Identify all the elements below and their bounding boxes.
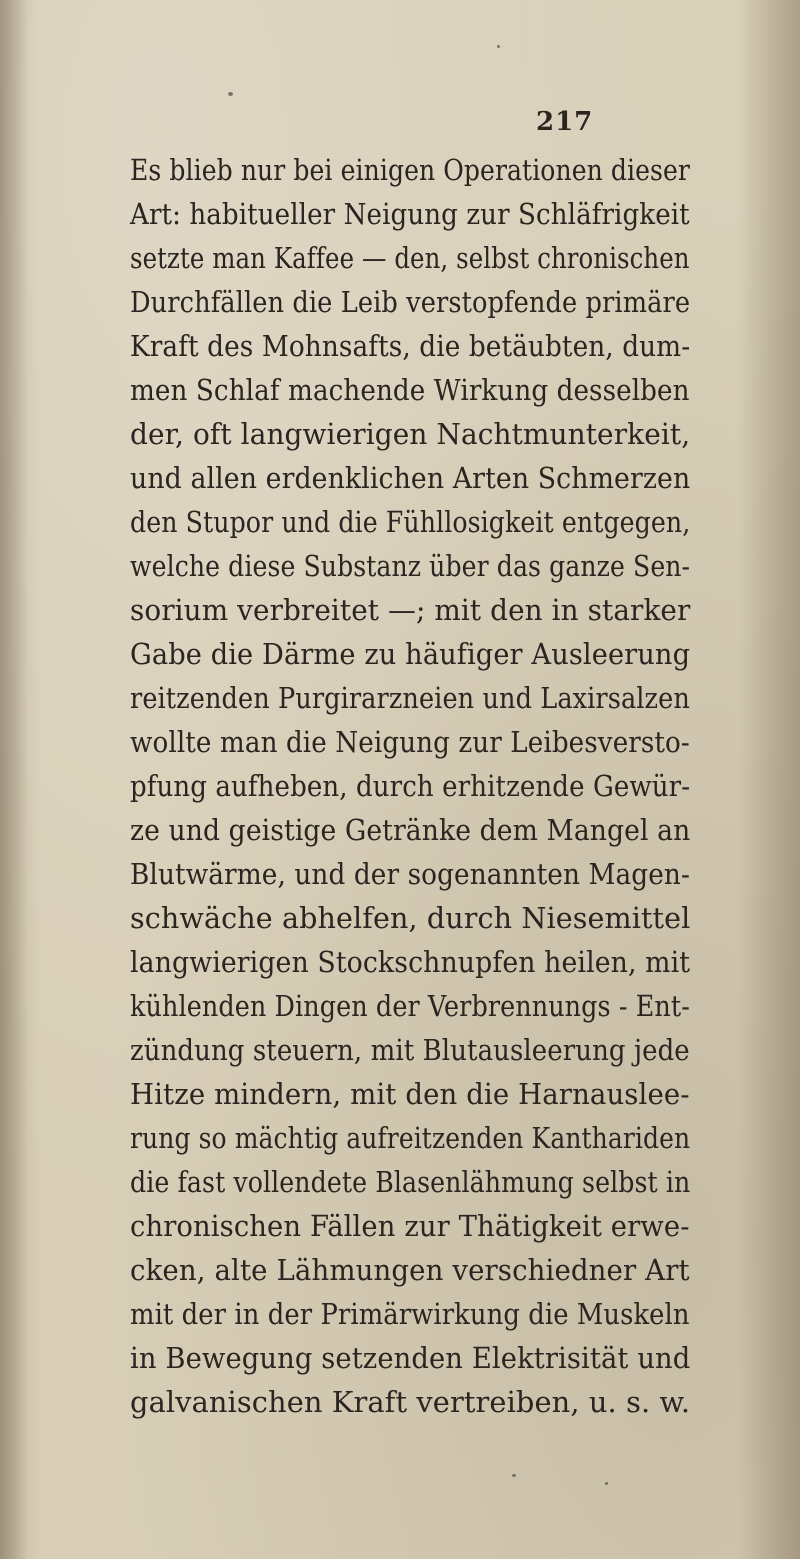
text-line: pfung aufheben, durch erhitzende Gewür- xyxy=(130,769,691,803)
text-line: kühlenden Dingen der Verbrennungs - Ent- xyxy=(130,989,690,1023)
paper-speck xyxy=(512,1474,516,1477)
text-line: langwierigen Stockschnupfen heilen, mit xyxy=(130,945,691,979)
text-line: Durchfällen die Leib verstopfende primäre xyxy=(130,285,691,319)
text-line: Es blieb nur bei einigen Operationen dieser xyxy=(130,153,690,187)
text-line: Gabe die Därme zu häufiger Ausleerung xyxy=(130,637,691,671)
text-line: in Bewegung setzenden Elektrisität und xyxy=(130,1341,691,1375)
text-line: galvanischen Kraft vertreiben, u. s. w. xyxy=(130,1385,691,1419)
text-line: mit der in der Primärwirkung die Muskeln xyxy=(130,1297,690,1331)
text-line: welche diese Substanz über das ganze Sen- xyxy=(130,549,691,583)
text-line: die fast vollendete Blasenlähmung selbst in xyxy=(130,1165,691,1199)
text-line: setzte man Kaffee — den, selbst chronischen xyxy=(130,241,690,275)
text-line: zündung steuern, mit Blutausleerung jede xyxy=(130,1033,690,1067)
text-line: men Schlaf machende Wirkung desselben xyxy=(130,373,690,407)
text-line: ze und geistige Getränke dem Mangel an xyxy=(130,813,691,847)
text-line: reitzenden Purgirarzneien und Laxirsalzen xyxy=(130,681,690,715)
text-line: chronischen Fällen zur Thätigkeit erwe- xyxy=(130,1209,690,1243)
text-line: und allen erdenklichen Arten Schmerzen xyxy=(130,461,691,495)
page-number: 217 xyxy=(536,107,594,137)
paper-speck xyxy=(228,92,233,96)
text-line: Art: habitueller Neigung zur Schläfrigkeit xyxy=(130,197,690,231)
text-line: cken, alte Lähmungen verschiedner Art xyxy=(130,1253,690,1287)
text-line: wollte man die Neigung zur Leibesversto- xyxy=(130,725,690,759)
text-line: der, oft langwierigen Nachtmunterkeit, xyxy=(130,417,691,451)
text-line: sorium verbreitet —; mit den in starker xyxy=(130,593,691,627)
paper-speck xyxy=(497,45,500,48)
page-right-shadow xyxy=(740,0,800,1559)
text-line: schwäche abhelfen, durch Niesemittel xyxy=(130,901,691,935)
paper-speck xyxy=(605,1482,608,1485)
text-line: rung so mächtig aufreitzenden Kanthariden xyxy=(130,1121,691,1155)
text-line: Blutwärme, und der sogenannten Magen- xyxy=(130,857,690,891)
text-line: Hitze mindern, mit den die Harnauslee- xyxy=(130,1077,690,1111)
page-left-shadow xyxy=(0,0,28,1559)
text-line: den Stupor und die Fühllosigkeit entgegen, xyxy=(130,505,691,539)
text-line: Kraft des Mohnsafts, die betäubten, dum- xyxy=(130,329,691,363)
